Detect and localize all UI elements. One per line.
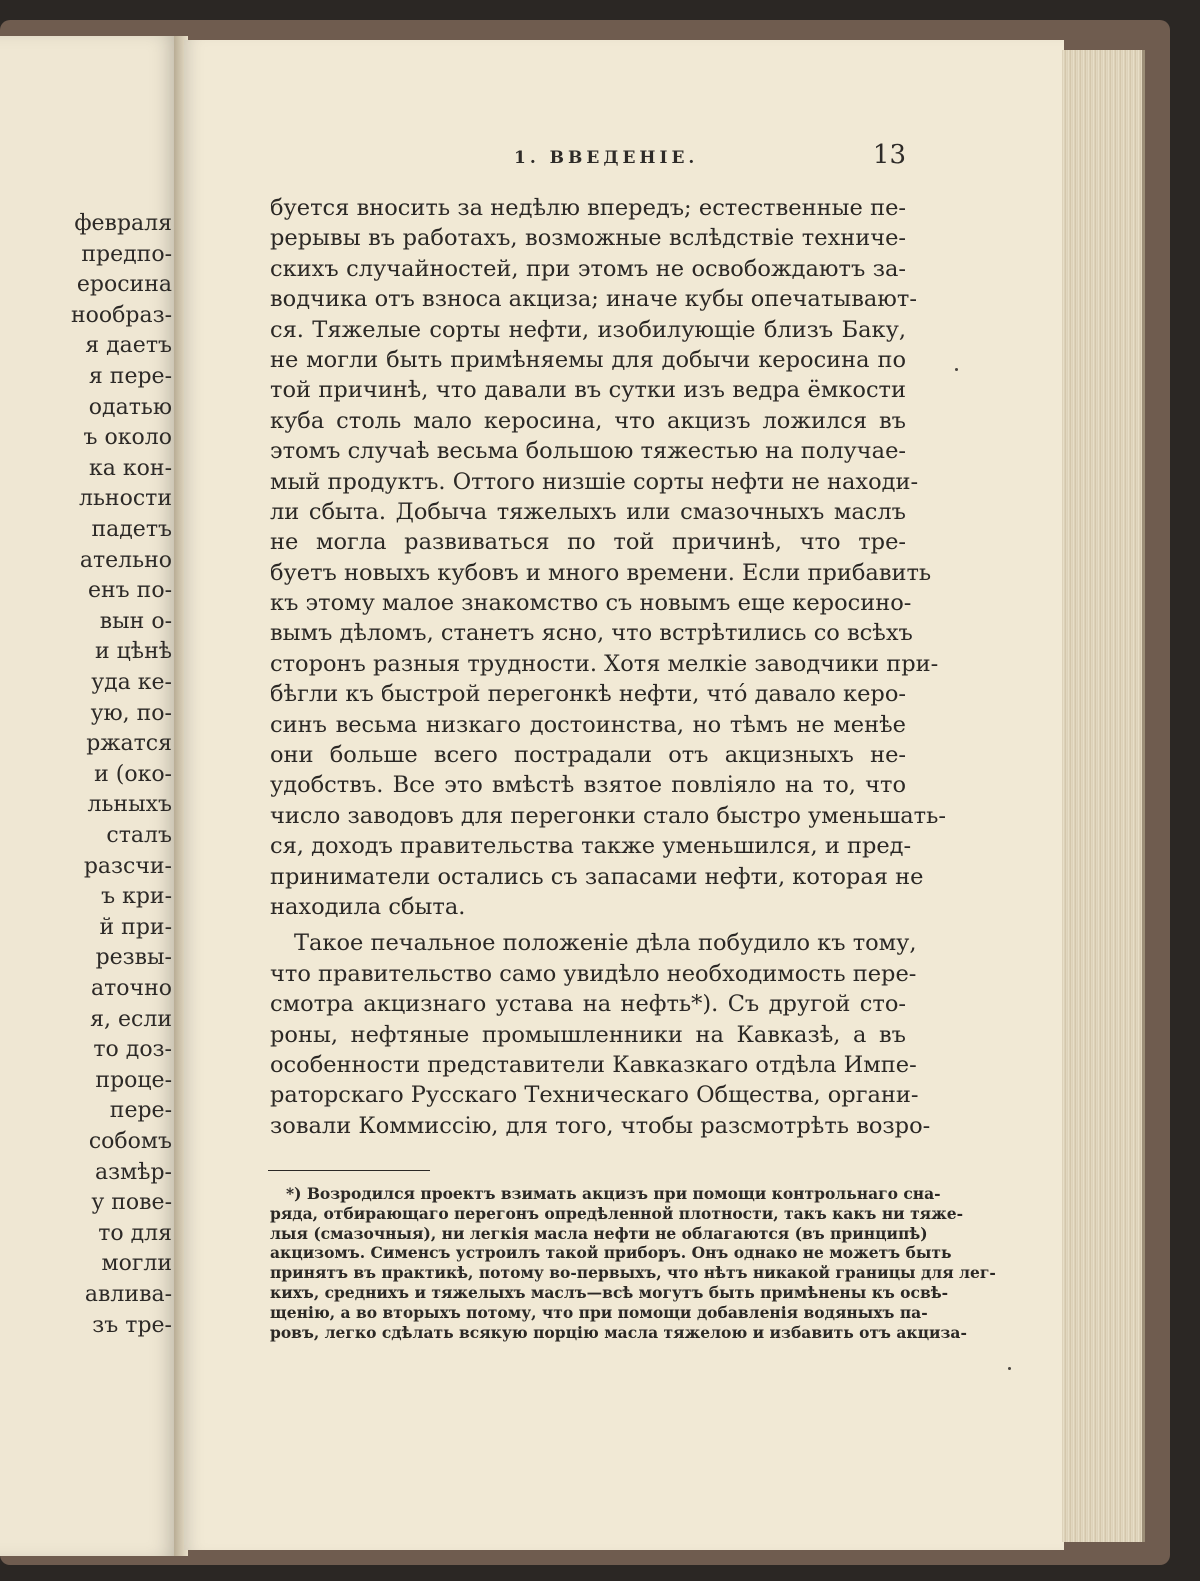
left-page-line: ка кон- bbox=[89, 455, 172, 481]
footnote-line: ряда, отбирающаго перегонъ опредѣленной плотности, такъ какъ ни тяже- bbox=[270, 1203, 964, 1223]
left-page-line: у пове- bbox=[91, 1190, 172, 1216]
body-line: сторонъ разныя трудности. Хотя мелкіе заводчики при- bbox=[270, 650, 939, 677]
body-line: раторскаго Русскаго Техническаго Общества, органи- bbox=[270, 1082, 919, 1109]
left-page-line: могли bbox=[101, 1251, 172, 1277]
left-page-line: сталъ bbox=[106, 823, 172, 848]
left-page-line: предпо- bbox=[81, 241, 172, 267]
footnote bbox=[270, 1184, 996, 1342]
left-page-line: еросина bbox=[76, 272, 172, 298]
body-line: рерывы въ работахъ, возможные вслѣдствіе техниче- bbox=[270, 225, 906, 252]
left-page-line: я пере- bbox=[88, 364, 172, 389]
left-page-line: и (око- bbox=[94, 761, 172, 787]
left-page-line: резвы- bbox=[95, 945, 172, 971]
left-page-line: пере- bbox=[109, 1098, 172, 1124]
left-page-line: ъ около bbox=[83, 425, 172, 451]
body-line: роны, нефтяные промышленники на Кавказѣ, а въ bbox=[270, 1021, 906, 1048]
body-line: приниматели остались съ запасами нефти, которая не bbox=[270, 863, 924, 890]
left-page-line: одатью bbox=[88, 394, 172, 420]
footnote-line: щенію, а во вторыхъ потому, что при помощи добавленія водяныхъ па- bbox=[270, 1302, 928, 1322]
left-page-line: падетъ bbox=[91, 517, 172, 542]
footnote-line: принятъ въ практикѣ, потому во-первыхъ, что нѣтъ никакой границы для лег- bbox=[270, 1263, 996, 1283]
page-speck bbox=[1008, 1367, 1011, 1370]
left-page-line: я даетъ bbox=[85, 333, 172, 359]
body-line: буется вносить за недѣлю впередъ; естественные пе- bbox=[270, 195, 906, 221]
body-line: этомъ случаѣ весьма большою тяжестью на получае- bbox=[270, 438, 906, 465]
left-page-line: льности bbox=[78, 486, 172, 512]
left-page-line: и цѣнѣ bbox=[95, 639, 172, 665]
body-line: ся. Тяжелые сорты нефти, изобилующіе близъ Баку, bbox=[270, 316, 906, 343]
body-line: къ этому малое знакомство съ новымъ еще керосино- bbox=[270, 590, 912, 617]
body-line: они больше всего пострадали отъ акцизныхъ не- bbox=[270, 742, 906, 769]
left-page-line: февраля bbox=[74, 211, 172, 236]
left-page-line: то для bbox=[98, 1220, 172, 1246]
left-page-line: азмѣр- bbox=[94, 1159, 172, 1185]
left-page-line: вын о- bbox=[99, 608, 172, 634]
body-line: особенности представители Кавказкаго отдѣла Импе- bbox=[270, 1051, 917, 1078]
left-page-line: проце- bbox=[95, 1067, 172, 1093]
left-page-line: ую, по- bbox=[90, 700, 172, 726]
page-edges bbox=[1062, 50, 1145, 1542]
page-number: 13 bbox=[872, 140, 906, 170]
left-page-line: ржатся bbox=[86, 731, 172, 757]
body-line: бѣгли къ быстрой перегонкѣ нефти, чтó давало керо- bbox=[270, 681, 906, 708]
body-line: вымъ дѣломъ, станетъ ясно, что встрѣтились со всѣхъ bbox=[270, 620, 913, 647]
body-line: не могли быть примѣняемы для добычи керосина по bbox=[270, 346, 906, 373]
footnote-line: кихъ, среднихъ и тяжелыхъ маслъ—всѣ могутъ быть примѣнены къ освѣ- bbox=[270, 1282, 949, 1302]
body-line: водчика отъ взноса акциза; иначе кубы опечатывают- bbox=[270, 286, 917, 313]
footnote-line: лыя (смазочныя), ни легкія масла нефти не облагаются (въ принципѣ) bbox=[270, 1223, 928, 1243]
left-page-line: аточно bbox=[91, 976, 172, 1001]
body-line: скихъ случайностей, при этомъ не освобождаютъ за- bbox=[270, 255, 906, 282]
body-line: Такое печальное положеніе дѣла побудило къ тому, bbox=[294, 930, 917, 957]
left-page-line: разсчи- bbox=[83, 853, 172, 879]
page-speck bbox=[955, 368, 958, 371]
body-line: мый продуктъ. Оттого низшіе сорты нефти не находи- bbox=[270, 468, 919, 495]
footnote-line: ровъ, легко сдѣлать всякую порцію масла тяжелою и избавить отъ акциза- bbox=[270, 1322, 967, 1342]
left-page-line: льныхъ bbox=[87, 792, 172, 818]
left-page-line: й при- bbox=[99, 914, 172, 940]
body-line: что правительство само увидѣло необходимость пере- bbox=[270, 960, 917, 987]
body-line: той причинѣ, что давали въ сутки изъ ведра ёмкости bbox=[270, 377, 906, 404]
body-line: удобствъ. Все это вмѣстѣ взятое повліяло на то, что bbox=[270, 772, 906, 799]
left-page-line: уда ке- bbox=[91, 670, 172, 695]
footnote-line: *) Возродился проектъ взимать акцизъ при помощи контрольнаго сна- bbox=[286, 1184, 941, 1203]
body-text bbox=[270, 193, 946, 1141]
chapter-title: 1. ВВЕДЕНІЕ. bbox=[514, 148, 699, 168]
left-page-line: я, если bbox=[90, 1006, 172, 1032]
left-page-line: нообраз- bbox=[70, 302, 172, 328]
left-page-line: то доз- bbox=[93, 1037, 172, 1063]
body-line: число заводовъ для перегонки стало быстро уменьшать- bbox=[270, 802, 946, 829]
left-page-line: собомъ bbox=[88, 1129, 172, 1154]
left-page-line: ъ кри- bbox=[101, 884, 172, 910]
left-page-line: авлива- bbox=[84, 1282, 172, 1307]
body-line: находила сбыта. bbox=[270, 893, 466, 920]
body-line: ли сбыта. Добыча тяжелыхъ или смазочныхъ маслъ bbox=[270, 498, 906, 525]
body-line: не могла развиваться по той причинѣ, что тре- bbox=[270, 529, 906, 556]
body-line: синъ весьма низкаго достоинства, но тѣмъ не менѣе bbox=[270, 711, 906, 738]
left-page-line: ательно bbox=[79, 547, 172, 573]
body-line: ся, доходъ правительства также уменьшился, и пред- bbox=[270, 833, 912, 860]
footnote-rule bbox=[268, 1170, 430, 1171]
body-line: смотра акцизнаго устава на нефть*). Съ другой сто- bbox=[270, 991, 906, 1018]
footnote-line: акцизомъ. Сименсъ устроилъ такой приборъ. Онъ однако не можетъ быть bbox=[270, 1243, 952, 1263]
left-page bbox=[0, 36, 180, 1556]
left-page-line: енъ по- bbox=[87, 578, 172, 604]
body-line: куба столь мало керосина, что акцизъ ложился въ bbox=[270, 407, 906, 434]
body-line: буетъ новыхъ кубовъ и много времени. Если прибавить bbox=[270, 559, 932, 586]
running-head bbox=[270, 140, 906, 180]
body-line: зовали Коммиссію, для того, чтобы разсмотрѣть возро- bbox=[270, 1112, 931, 1139]
left-page-line: зъ тре- bbox=[92, 1312, 172, 1338]
